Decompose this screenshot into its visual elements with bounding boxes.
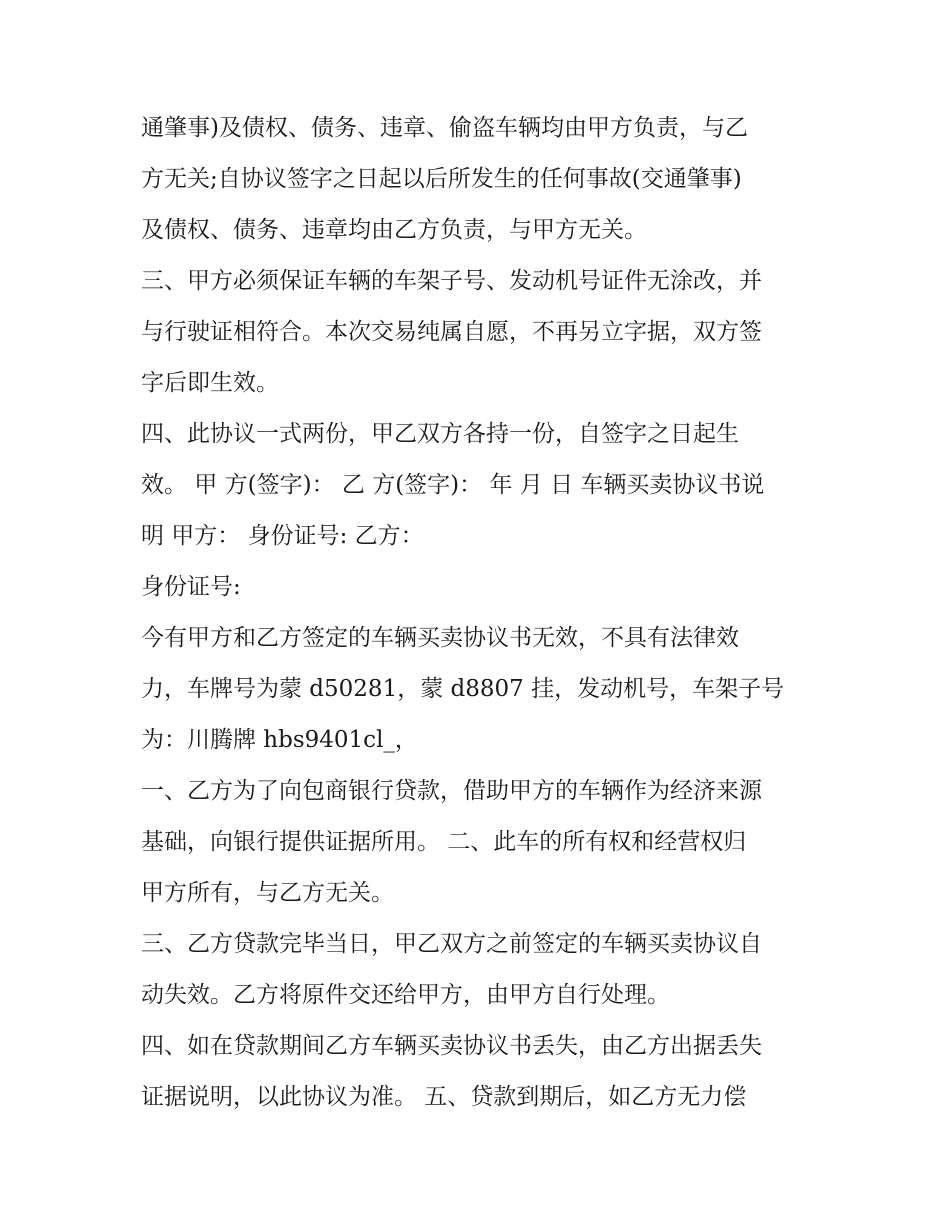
- text-line: 证据说明，以此协议为准。 五、贷款到期后，如乙方无力偿: [141, 1084, 747, 1110]
- text-line: 为：川腾牌 hbs9401cl_，: [141, 727, 418, 753]
- text-line: 甲方所有，与乙方无关。: [141, 880, 394, 906]
- text-line: 明 甲方： 身份证号: 乙方：: [141, 523, 424, 549]
- text-line: 今有甲方和乙方签定的车辆买卖协议书无效，不具有法律效: [141, 625, 739, 651]
- text-line: 基础，向银行提供证据所用。 二、此车的所有权和经营权归: [141, 829, 747, 855]
- text-line: 方无关;自协议签字之日起以后所发生的任何事故(交通肇事): [141, 166, 742, 192]
- text-line: 字后即生效。: [141, 370, 279, 396]
- text-line: 通肇事)及债权、债务、违章、偷盗车辆均由甲方负责，与乙: [141, 115, 748, 141]
- text-line: 三、乙方贷款完毕当日，甲乙双方之前签定的车辆买卖协议自: [141, 931, 762, 957]
- text-line: 动失效。乙方将原件交还给甲方，由甲方自行处理。: [141, 982, 670, 1008]
- text-line: 力，车牌号为蒙 d50281，蒙 d8807 挂，发动机号，车架子号: [141, 676, 785, 702]
- text-line: 三、甲方必须保证车辆的车架子号、发动机号证件无涂改，并: [141, 268, 762, 294]
- text-line: 四、如在贷款期间乙方车辆买卖协议书丢失，由乙方出据丢失: [141, 1033, 762, 1059]
- text-line: 及债权、债务、违章均由乙方负责，与甲方无关。: [141, 217, 647, 243]
- text-line: 四、此协议一式两份，甲乙双方各持一份，自签字之日起生: [141, 421, 739, 447]
- text-line: 一、乙方为了向包商银行贷款，借助甲方的车辆作为经济来源: [141, 778, 762, 804]
- text-line: 效。 甲 方(签字)： 乙 方(签字)： 年 月 日 车辆买卖协议书说: [141, 472, 765, 498]
- text-line: 身份证号:: [141, 574, 241, 600]
- document-body: [141, 103, 821, 1123]
- text-line: 与行驶证相符合。本次交易纯属自愿，不再另立字据，双方签: [141, 319, 762, 345]
